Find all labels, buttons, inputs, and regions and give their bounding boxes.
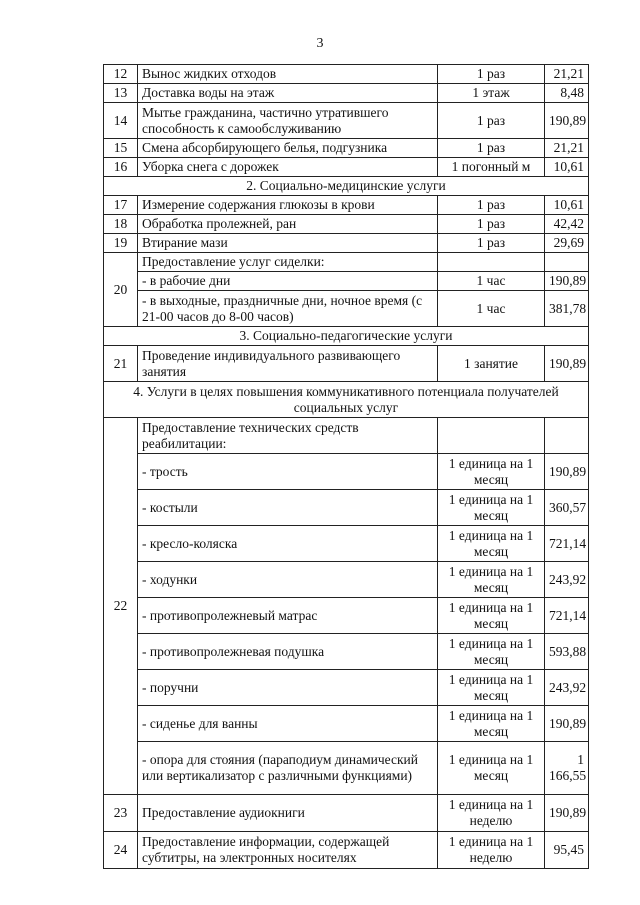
- service-price: 21,21: [545, 65, 589, 84]
- service-price: 10,61: [545, 196, 589, 215]
- group-title: Предоставление технических средств реабилитации:: [138, 418, 438, 454]
- service-unit: 1 единица на 1 неделю: [438, 795, 545, 832]
- service-price: 721,14: [545, 526, 589, 562]
- table-row: [104, 795, 589, 832]
- section-row: [104, 382, 589, 418]
- sub-row: [104, 670, 589, 706]
- service-name: Втирание мази: [138, 234, 438, 253]
- row-number: 20: [104, 253, 138, 327]
- service-name: - в выходные, праздничные дни, ночное время (с 21-00 часов до 8-00 часов): [138, 291, 438, 327]
- sub-row: [104, 272, 589, 291]
- service-unit: 1 погонный м: [438, 158, 545, 177]
- service-name: - противопролежневый матрас: [138, 598, 438, 634]
- row-number: 19: [104, 234, 138, 253]
- service-unit: 1 единица на 1 месяц: [438, 706, 545, 742]
- empty-cell: [438, 418, 545, 454]
- row-number: 15: [104, 139, 138, 158]
- service-price: 8,48: [545, 84, 589, 103]
- table-row: [104, 346, 589, 382]
- service-price: 190,89: [545, 272, 589, 291]
- service-price: 190,89: [545, 706, 589, 742]
- table-row: [104, 84, 589, 103]
- section-row: [104, 327, 589, 346]
- table-row: [104, 832, 589, 869]
- service-unit: 1 час: [438, 272, 545, 291]
- row-number: 16: [104, 158, 138, 177]
- service-price: 190,89: [545, 454, 589, 490]
- sub-row: [104, 742, 589, 795]
- sub-row: [104, 454, 589, 490]
- service-name: Мытье гражданина, частично утратившего способность к самообслуживанию: [138, 103, 438, 139]
- service-price: 381,78: [545, 291, 589, 327]
- table-row: [104, 158, 589, 177]
- service-unit: 1 раз: [438, 103, 545, 139]
- service-unit: 1 раз: [438, 65, 545, 84]
- row-number: 18: [104, 215, 138, 234]
- service-name: Предоставление аудиокниги: [138, 795, 438, 832]
- table-row: [104, 65, 589, 84]
- sub-row: [104, 562, 589, 598]
- service-unit: 1 этаж: [438, 84, 545, 103]
- section-title: 4. Услуги в целях повышения коммуникативного потенциала получателей социальных услуг: [104, 382, 589, 418]
- service-unit: 1 занятие: [438, 346, 545, 382]
- service-unit: 1 раз: [438, 196, 545, 215]
- service-name: Предоставление информации, содержащей субтитры, на электронных носителях: [138, 832, 438, 869]
- service-unit: 1 единица на 1 месяц: [438, 562, 545, 598]
- sub-row: [104, 490, 589, 526]
- sub-row: [104, 291, 589, 327]
- service-price: 360,57: [545, 490, 589, 526]
- service-unit: 1 час: [438, 291, 545, 327]
- empty-cell: [438, 253, 545, 272]
- service-price: 29,69: [545, 234, 589, 253]
- service-unit: 1 раз: [438, 234, 545, 253]
- service-name: - ходунки: [138, 562, 438, 598]
- service-price: 243,92: [545, 562, 589, 598]
- service-unit: 1 единица на 1 месяц: [438, 742, 545, 795]
- row-number: 24: [104, 832, 138, 869]
- service-name: Уборка снега с дорожек: [138, 158, 438, 177]
- service-unit: 1 единица на 1 месяц: [438, 598, 545, 634]
- service-unit: 1 единица на 1 месяц: [438, 490, 545, 526]
- sub-row: [104, 706, 589, 742]
- table-row: [104, 103, 589, 139]
- empty-cell: [545, 253, 589, 272]
- group-title: Предоставление услуг сиделки:: [138, 253, 438, 272]
- service-price: 243,92: [545, 670, 589, 706]
- table-row: [104, 196, 589, 215]
- services-price-table: [103, 64, 589, 869]
- service-unit: 1 единица на 1 месяц: [438, 634, 545, 670]
- page-number: 3: [316, 36, 324, 51]
- service-name: - трость: [138, 454, 438, 490]
- service-price: 21,21: [545, 139, 589, 158]
- service-name: Измерение содержания глюкозы в крови: [138, 196, 438, 215]
- service-unit: 1 раз: [438, 215, 545, 234]
- service-price: 42,42: [545, 215, 589, 234]
- service-name: - поручни: [138, 670, 438, 706]
- service-price: 190,89: [545, 795, 589, 832]
- service-name: Вынос жидких отходов: [138, 65, 438, 84]
- sub-row: [104, 526, 589, 562]
- service-price: 95,45: [545, 832, 589, 869]
- sub-row: [104, 598, 589, 634]
- row-number: 22: [104, 418, 138, 795]
- group-row: [104, 253, 589, 272]
- service-price: 593,88: [545, 634, 589, 670]
- row-number: 23: [104, 795, 138, 832]
- service-name: Обработка пролежней, ран: [138, 215, 438, 234]
- section-title: 3. Социально-педагогические услуги: [104, 327, 589, 346]
- row-number: 14: [104, 103, 138, 139]
- sub-row: [104, 634, 589, 670]
- service-name: - сиденье для ванны: [138, 706, 438, 742]
- service-name: Доставка воды на этаж: [138, 84, 438, 103]
- table-row: [104, 139, 589, 158]
- group-row: [104, 418, 589, 454]
- row-number: 12: [104, 65, 138, 84]
- service-unit: 1 единица на 1 месяц: [438, 526, 545, 562]
- service-name: - костыли: [138, 490, 438, 526]
- service-price: 190,89: [545, 103, 589, 139]
- service-unit: 1 единица на 1 месяц: [438, 670, 545, 706]
- section-row: [104, 177, 589, 196]
- service-name: - опора для стояния (параподиум динамический или вертикализатор с различными функциями): [138, 742, 438, 795]
- row-number: 21: [104, 346, 138, 382]
- service-price: 1 166,55: [545, 742, 589, 795]
- service-unit: 1 раз: [438, 139, 545, 158]
- section-title: 2. Социально-медицинские услуги: [104, 177, 589, 196]
- service-price: 10,61: [545, 158, 589, 177]
- service-name: Проведение индивидуального развивающего занятия: [138, 346, 438, 382]
- service-name: - кресло-коляска: [138, 526, 438, 562]
- service-name: - противопролежневая подушка: [138, 634, 438, 670]
- service-name: Смена абсорбирующего белья, подгузника: [138, 139, 438, 158]
- row-number: 13: [104, 84, 138, 103]
- service-unit: 1 единица на 1 неделю: [438, 832, 545, 869]
- row-number: 17: [104, 196, 138, 215]
- service-price: 190,89: [545, 346, 589, 382]
- service-unit: 1 единица на 1 месяц: [438, 454, 545, 490]
- table-row: [104, 215, 589, 234]
- table-row: [104, 234, 589, 253]
- empty-cell: [545, 418, 589, 454]
- service-price: 721,14: [545, 598, 589, 634]
- service-name: - в рабочие дни: [138, 272, 438, 291]
